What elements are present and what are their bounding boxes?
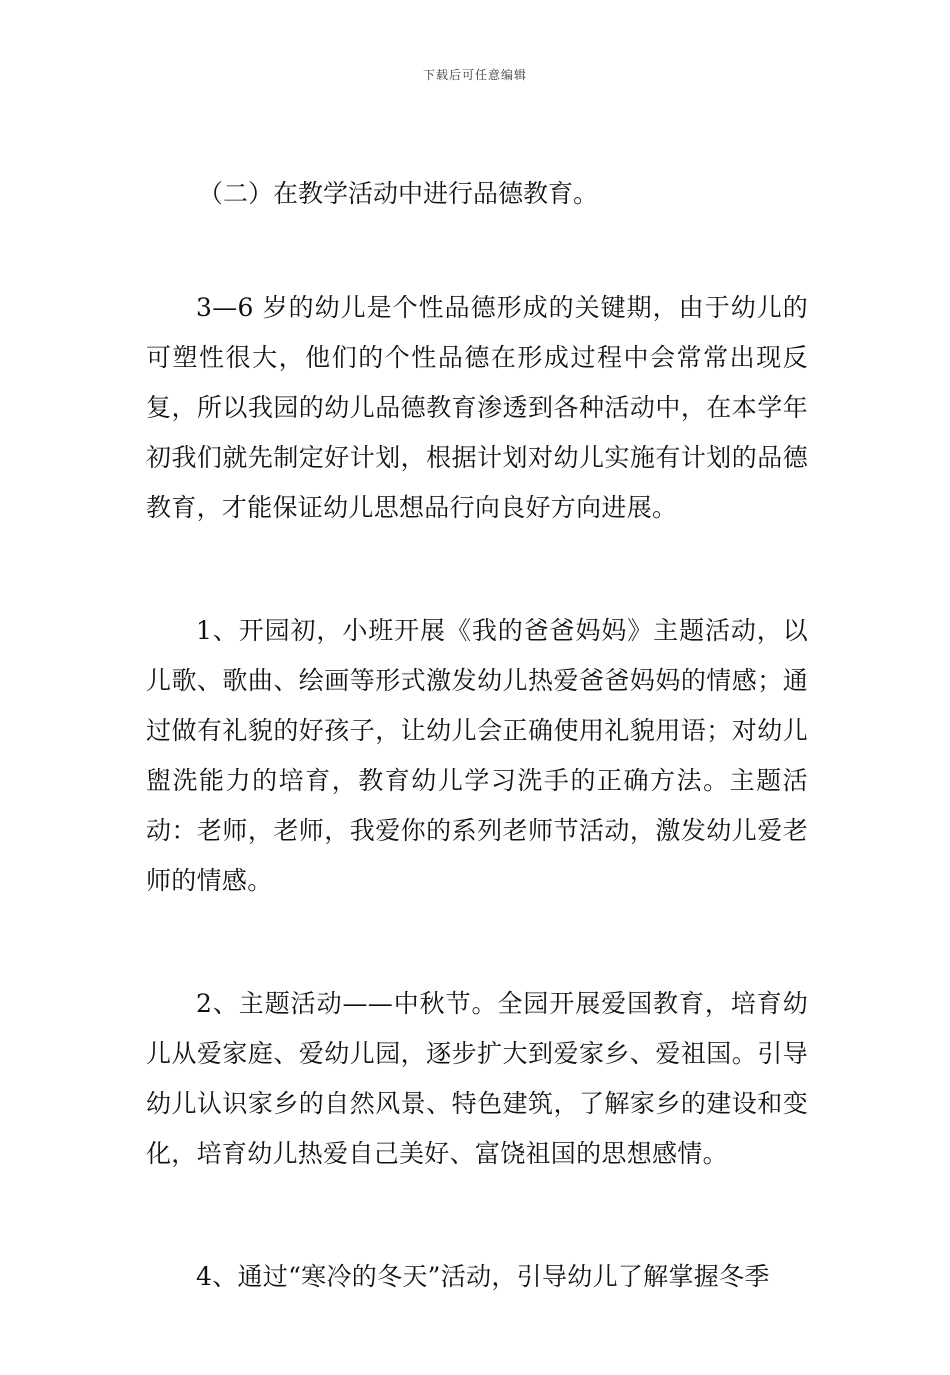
document-body [146,168,808,1375]
paragraph-item-4: 4、通过“寒冷的冬天”活动，引导幼儿了解掌握冬季 [196,1262,770,1291]
paragraph-item-1: 1、开园初，小班开展《我的爸爸妈妈》主题活动，以儿歌、歌曲、绘画等形式激发幼儿热爱爸爸妈妈的情感；通过做有礼貌的好孩子，让幼儿会正确使用礼貌用语；对幼儿盥洗能力的培育，教育幼儿学习洗手的正确方法。主题活动：老师，老师，我爱你的系列老师节活动，激发幼儿爱老师的情感。 [146,616,808,895]
paragraph-intro: 3—6 岁的幼儿是个性品德形成的关键期，由于幼儿的可塑性很大，他们的个性品德在形成过程中会常常出现反复，所以我园的幼儿品德教育渗透到各种活动中，在本学年初我们就先制定好计划，根据计划对幼儿实施有计划的品德教育，才能保证幼儿思想品行向良好方向进展。 [146,293,808,522]
paragraph-item-2: 2、主题活动——中秋节。全园开展爱国教育，培育幼儿从爱家庭、爱幼儿园，逐步扩大到爱家乡、爱祖国。引导幼儿认识家乡的自然风景、特色建筑，了解家乡的建设和变化，培育幼儿热爱自己美好、富饶祖国的思想感情。 [146,989,808,1168]
section-heading: （二）在教学活动中进行品德教育。 [198,179,599,208]
page-header-note: 下载后可任意编辑 [422,68,527,82]
